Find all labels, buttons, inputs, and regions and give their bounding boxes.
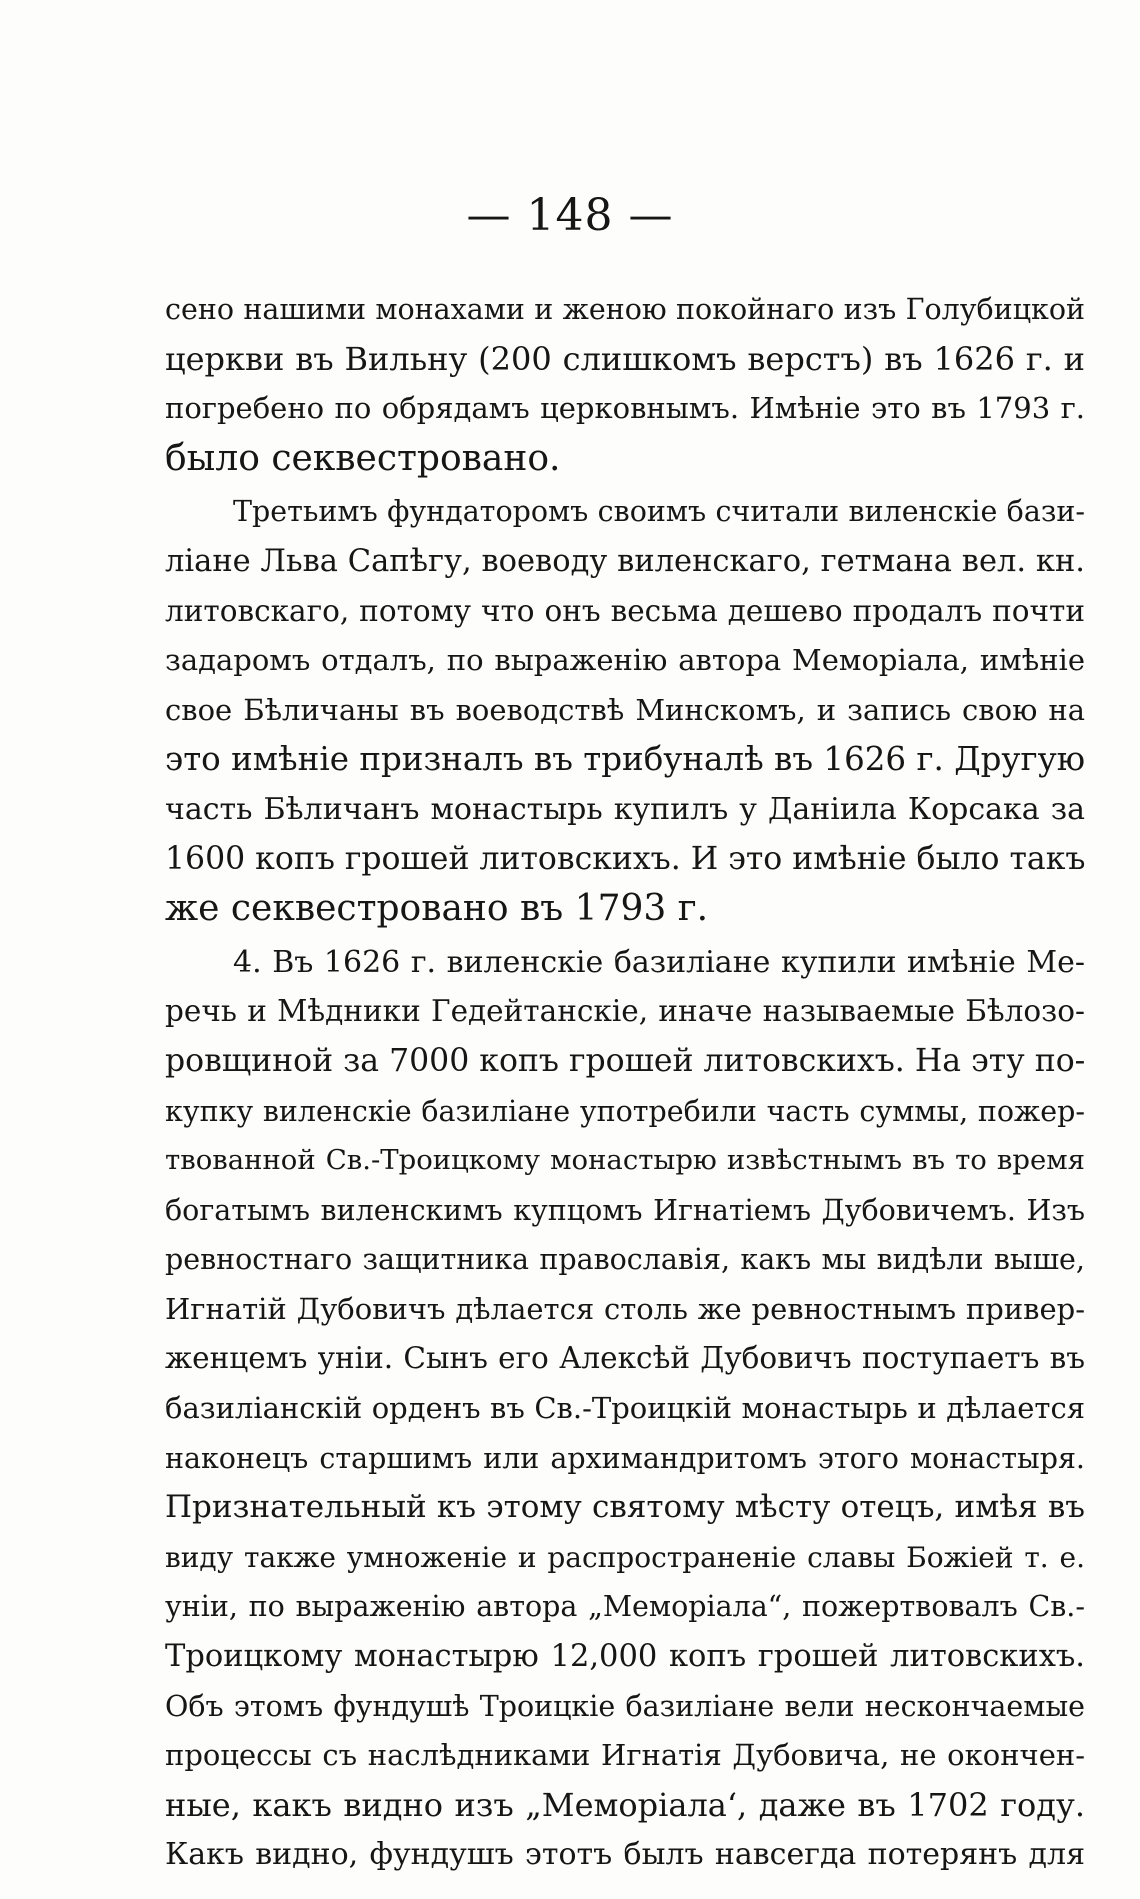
text-line: ліане Льва Сапѣгу, воеводу виленскаго, гетмана вел. кн. [165, 543, 1085, 579]
text-line: виду также умноженіе и распространеніе славы Божіей т. е. [165, 1540, 1085, 1574]
text-line: Объ этомъ фундушѣ Троицкіе базиліане вели нескончаемые [165, 1689, 1085, 1723]
text-line: ровщиной за 7000 копъ грошей литовскихъ. На эту по- [165, 1042, 1085, 1079]
text-line: литовскаго, потому что онъ весьма дешево продалъ почти [165, 593, 1085, 628]
text-line: речь и Мѣдники Гедейтанскіе, иначе называемые Бѣлозо- [165, 994, 1085, 1029]
text-line: базиліанскій орденъ въ Св.-Троицкій монастырь и дѣлается [165, 1391, 1085, 1426]
page-number: — 148 — [466, 190, 674, 241]
text-line: Какъ видно, фундушъ этотъ былъ навсегда потерянъ для [165, 1837, 1085, 1873]
text-line: сено нашими монахами и женою покойнаго изъ Голубицкой [165, 293, 1085, 326]
text-line: купку виленскіе базиліане употребили часть суммы, пожер- [165, 1094, 1085, 1128]
text-line: задаромъ отдалъ, по выраженію автора Меморіала, имѣніе [165, 643, 1085, 678]
text-line: свое Бѣличаны въ воеводствѣ Минскомъ, и запись свою на [165, 692, 1085, 727]
text-line: наконецъ старшимъ или архимандритомъ этого монастыря. [165, 1441, 1085, 1475]
text-line: Признательный къ этому святому мѣсту отецъ, имѣя въ [165, 1489, 1085, 1526]
text-line: было секвестровано. [165, 437, 561, 479]
text-line: ные, какъ видно изъ „Меморіала‘, даже въ 1702 году. [165, 1785, 1085, 1824]
text-line: уніи, по выраженію автора „Меморіала“, пожертвовалъ Св.- [165, 1590, 1085, 1624]
text-line: Игнатій Дубовичъ дѣлается столь же ревностнымъ привер- [165, 1291, 1085, 1326]
text-line: церкви въ Вильну (200 слишкомъ верстъ) въ 1626 г. и [165, 339, 1085, 378]
paragraph-start-line: 4. Въ 1626 г. виленскіе базиліане купили имѣніе Ме- [233, 944, 1085, 980]
text-line: Троицкому монастырю 12,000 копъ грошей литовскихъ. [165, 1639, 1085, 1675]
text-line: же секвестровано въ 1793 г. [165, 888, 709, 930]
text-line: твованной Св.-Троицкому монастырю извѣстнымъ въ то время [165, 1144, 1085, 1177]
text-line: богатымъ виленскимъ купцомъ Игнатіемъ Дубовичемъ. Изъ [165, 1193, 1085, 1227]
text-line: ревностнаго защитника православія, какъ мы видѣли выше, [165, 1243, 1085, 1277]
text-line: погребено по обрядамъ церковнымъ. Имѣніе это въ 1793 г. [165, 391, 1085, 426]
paragraph-start-line: Третьимъ фундаторомъ своимъ считали виленскіе бази- [233, 495, 1085, 529]
text-line: процессы съ наслѣдниками Игнатія Дубовича, не окончен- [165, 1738, 1085, 1773]
text-line: часть Бѣличанъ монастырь купилъ у Даніила Корсака за [165, 791, 1085, 827]
text-line: 1600 копъ грошей литовскихъ. И это имѣніе было такъ [165, 840, 1085, 877]
text-line: женцемъ уніи. Сынъ его Алексѣй Дубовичъ поступаетъ въ [165, 1341, 1085, 1376]
text-line: это имѣніе призналъ въ трибуналѣ въ 1626 г. Другую [165, 740, 1085, 779]
body-text [165, 285, 1085, 1880]
